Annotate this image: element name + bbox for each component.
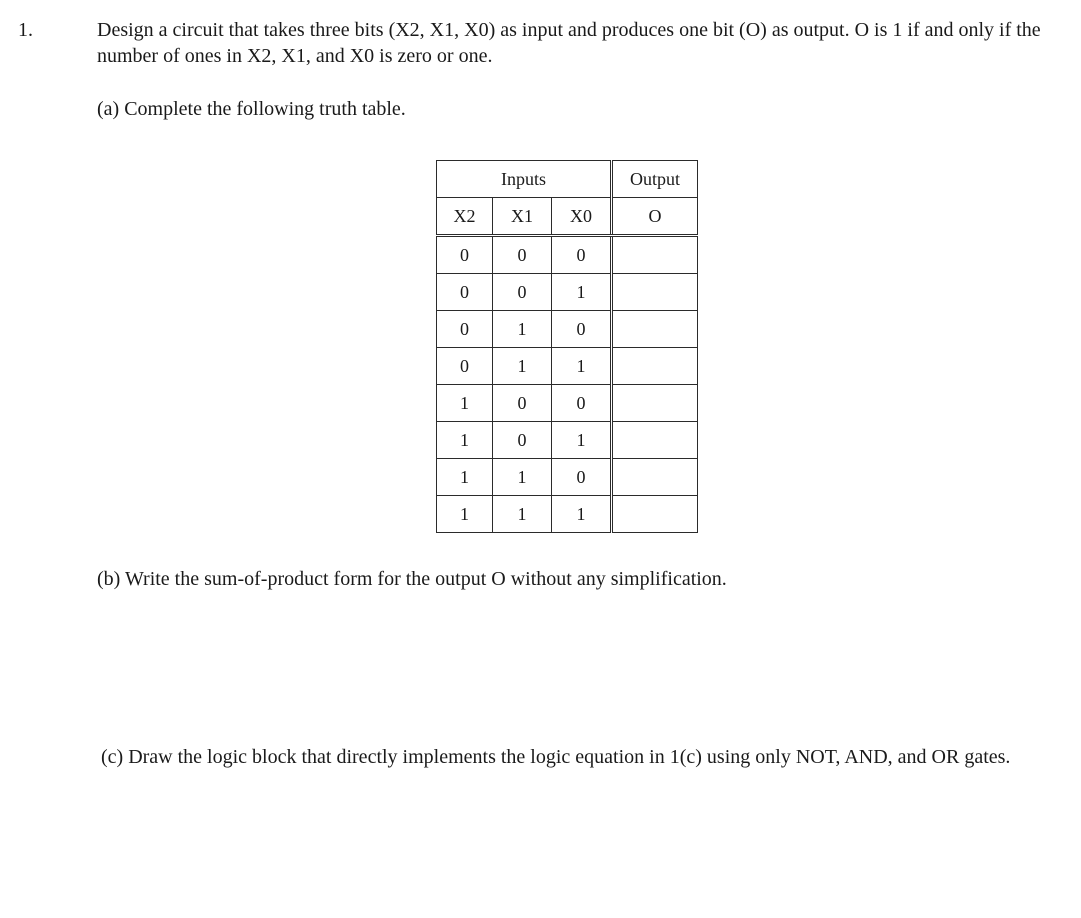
table-row (437, 422, 698, 459)
cell-x2: 1 (437, 496, 493, 533)
column-header-x1: X1 (493, 198, 552, 236)
cell-output[interactable] (612, 385, 698, 422)
cell-x0: 1 (552, 422, 612, 459)
cell-x1: 0 (493, 236, 552, 274)
table-group-header-row (437, 161, 698, 198)
cell-output[interactable] (612, 236, 698, 274)
cell-output[interactable] (612, 459, 698, 496)
cell-x1: 1 (493, 459, 552, 496)
cell-x0: 0 (552, 385, 612, 422)
cell-x0: 1 (552, 496, 612, 533)
cell-output[interactable] (612, 422, 698, 459)
table-row (437, 348, 698, 385)
cell-x0: 0 (552, 236, 612, 274)
part-c-text: (c) Draw the logic block that directly implements the logic equation in 1(c) using only NOT, AND, and OR gates. (101, 746, 1011, 768)
cell-x2: 0 (437, 311, 493, 348)
cell-x2: 1 (437, 459, 493, 496)
cell-x2: 1 (437, 422, 493, 459)
output-header: Output (612, 161, 698, 198)
cell-x2: 0 (437, 236, 493, 274)
inputs-header: Inputs (437, 161, 612, 198)
table-row (437, 311, 698, 348)
cell-x1: 1 (493, 496, 552, 533)
cell-x2: 0 (437, 348, 493, 385)
cell-output[interactable] (612, 274, 698, 311)
cell-x0: 1 (552, 274, 612, 311)
table-row (437, 385, 698, 422)
cell-x0: 0 (552, 459, 612, 496)
cell-output[interactable] (612, 311, 698, 348)
cell-x2: 1 (437, 385, 493, 422)
table-row (437, 274, 698, 311)
cell-x1: 0 (493, 274, 552, 311)
cell-x0: 1 (552, 348, 612, 385)
table-row (437, 236, 698, 274)
table-row (437, 459, 698, 496)
cell-output[interactable] (612, 496, 698, 533)
column-header-o: O (612, 198, 698, 236)
cell-output[interactable] (612, 348, 698, 385)
part-a-text: (a) Complete the following truth table. (97, 98, 406, 120)
cell-x0: 0 (552, 311, 612, 348)
cell-x1: 1 (493, 348, 552, 385)
cell-x1: 0 (493, 385, 552, 422)
column-header-x0: X0 (552, 198, 612, 236)
question-prompt: Design a circuit that takes three bits (X2, X1, X0) as input and produces one bit (O) as output. O is 1 if and only if the number of ones in X2, X1, and X0 is zero or one. (97, 19, 1041, 67)
table-row (437, 496, 698, 533)
question-number: 1. (18, 19, 33, 41)
table-column-header-row (437, 198, 698, 236)
cell-x1: 0 (493, 422, 552, 459)
cell-x2: 0 (437, 274, 493, 311)
cell-x1: 1 (493, 311, 552, 348)
column-header-x2: X2 (437, 198, 493, 236)
part-b-text: (b) Write the sum-of-product form for the output O without any simplification. (97, 568, 727, 590)
truth-table (436, 160, 698, 533)
